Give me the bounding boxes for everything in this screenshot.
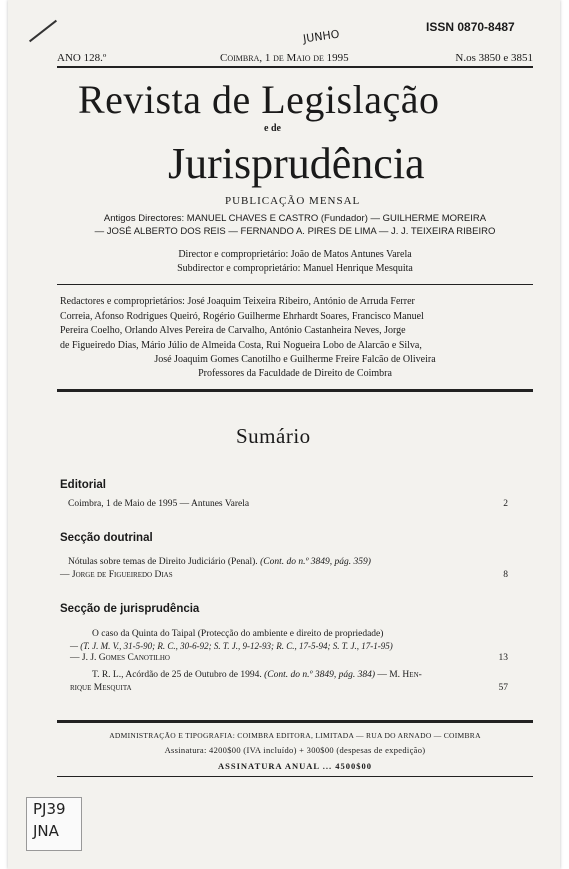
toc-entry-author: rique Mesquita [70, 683, 132, 693]
rule-footer-top [57, 720, 533, 723]
toc-entry[interactable] [92, 629, 532, 639]
document-page [8, 0, 560, 869]
toc-entry-author-start: — M. Hen- [377, 670, 422, 680]
toc-entry-ref: (Cont. do n.º 3849, pág. 384) [264, 670, 375, 680]
toc-page-number: 13 [498, 653, 508, 663]
toc-entry-text: Coimbra, 1 de Maio de 1995 — Antunes Varela [68, 499, 250, 509]
toc-entry-ref: (Cont. do n.º 3849, pág. 359) [260, 557, 371, 567]
pen-stroke-mark [29, 20, 57, 43]
rule-footer-bottom [57, 776, 533, 777]
editors-line-3: Pereira Coelho, Orlando Alves Pereira de Carvalho, António Castanheira Neves, Jorge [60, 325, 406, 336]
toc-entry[interactable] [92, 670, 508, 680]
toc-page-number: 57 [498, 683, 508, 693]
stamp-line-2: JNA [33, 822, 59, 840]
former-directors-2: — JOSÉ ALBERTO DOS REIS — FERNANDO A. PIRES DE LIMA — J. J. TEIXEIRA RIBEIRO [94, 226, 496, 237]
title-line-2: Jurisprudência [168, 139, 425, 188]
stamp-line-1: PJ39 [33, 800, 66, 818]
title-line-1: Revista de Legislação [78, 77, 440, 122]
rule-header-bottom [57, 389, 533, 392]
toc-page-number: 8 [503, 570, 508, 580]
issue-numbers: N.os 3850 e 3851 [455, 52, 533, 64]
toc-entry-author-line [60, 570, 508, 580]
rule-top [57, 66, 533, 68]
toc-entry-citations: — (T. J. M. V., 31-5-90; R. C., 30-6-92; S. T. J., 9-12-93; R. C., 17-5-94; S. T. J., 17-1-95) [70, 641, 393, 651]
toc-entry-text: Nótulas sobre temas de Direito Judiciário (Penal). [68, 557, 258, 567]
toc-entry[interactable] [68, 499, 508, 509]
editors-line-5: José Joaquim Gomes Canotilho e Guilherme Freire Falcão de Oliveira [154, 354, 436, 365]
former-directors-1: Antigos Directores: MANUEL CHAVES E CASTRO (Fundador) — GUILHERME MOREIRA [103, 213, 487, 224]
professors-line: Professores da Faculdade de Direito de Coimbra [198, 368, 392, 379]
toc-entry-text: T. R. L., Acórdão de 25 de Outubro de 1994. [92, 670, 262, 680]
handwritten-month: JUNHO [302, 27, 341, 46]
publication-frequency: PUBLICAÇÃO MENSAL [225, 195, 361, 207]
issue-year: ANO 128.º [57, 52, 107, 64]
editors-line-4: de Figueiredo Dias, Mário Júlio de Almeida Costa, Rui Nogueira Lobo de Alarcão e Silva, [60, 339, 422, 351]
section-editorial-title: Editorial [60, 479, 107, 491]
archive-stamp [26, 797, 82, 851]
title-connector: e de [264, 123, 281, 134]
issn-number: ISSN 0870-8487 [426, 20, 515, 34]
toc-entry-author-line [70, 683, 508, 693]
toc-entry-author: — J. J. Gomes Canotilho [70, 653, 170, 663]
summary-heading: Sumário [236, 424, 311, 448]
section-doctrinal-title: Secção doutrinal [60, 532, 153, 544]
footer-annual: ASSINATURA ANUAL ... 4500$00 [218, 761, 372, 771]
toc-entry-author-line [70, 653, 508, 663]
director: Director e comproprietário: João de Matos Antunes Varela [178, 249, 412, 260]
subdirector: Subdirector e comproprietário: Manuel Henrique Mesquita [177, 263, 413, 274]
editors-line-1: Redactores e comproprietários: José Joaquim Teixeira Ribeiro, António de Arruda Ferrer [60, 296, 415, 307]
editors-line-2: Correia, Afonso Rodrigues Queiró, Rogério Guilherme Ehrhardt Soares, Francisco Manuel [60, 310, 424, 322]
footer-subscription: Assinatura: 4200$00 (IVA incluído) + 300$00 (despesas de expedição) [164, 745, 426, 755]
toc-page-number: 2 [503, 499, 508, 509]
toc-entry-author: — Jorge de Figueiredo Dias [60, 570, 173, 580]
rule-directors [57, 284, 533, 285]
toc-entry-text: O caso da Quinta do Taipal (Protecção do ambiente e direito de propriedade) [92, 629, 384, 639]
section-jurisprudence-title: Secção de jurisprudência [60, 603, 200, 615]
footer-admin: ADMINISTRAÇÃO E TIPOGRAFIA: COIMBRA EDITORA, LIMITADA — RUA DO ARNADO — COIMBRA [109, 731, 481, 740]
issue-date: Coimbra, 1 de Maio de 1995 [220, 52, 349, 64]
toc-entry[interactable] [68, 557, 508, 567]
